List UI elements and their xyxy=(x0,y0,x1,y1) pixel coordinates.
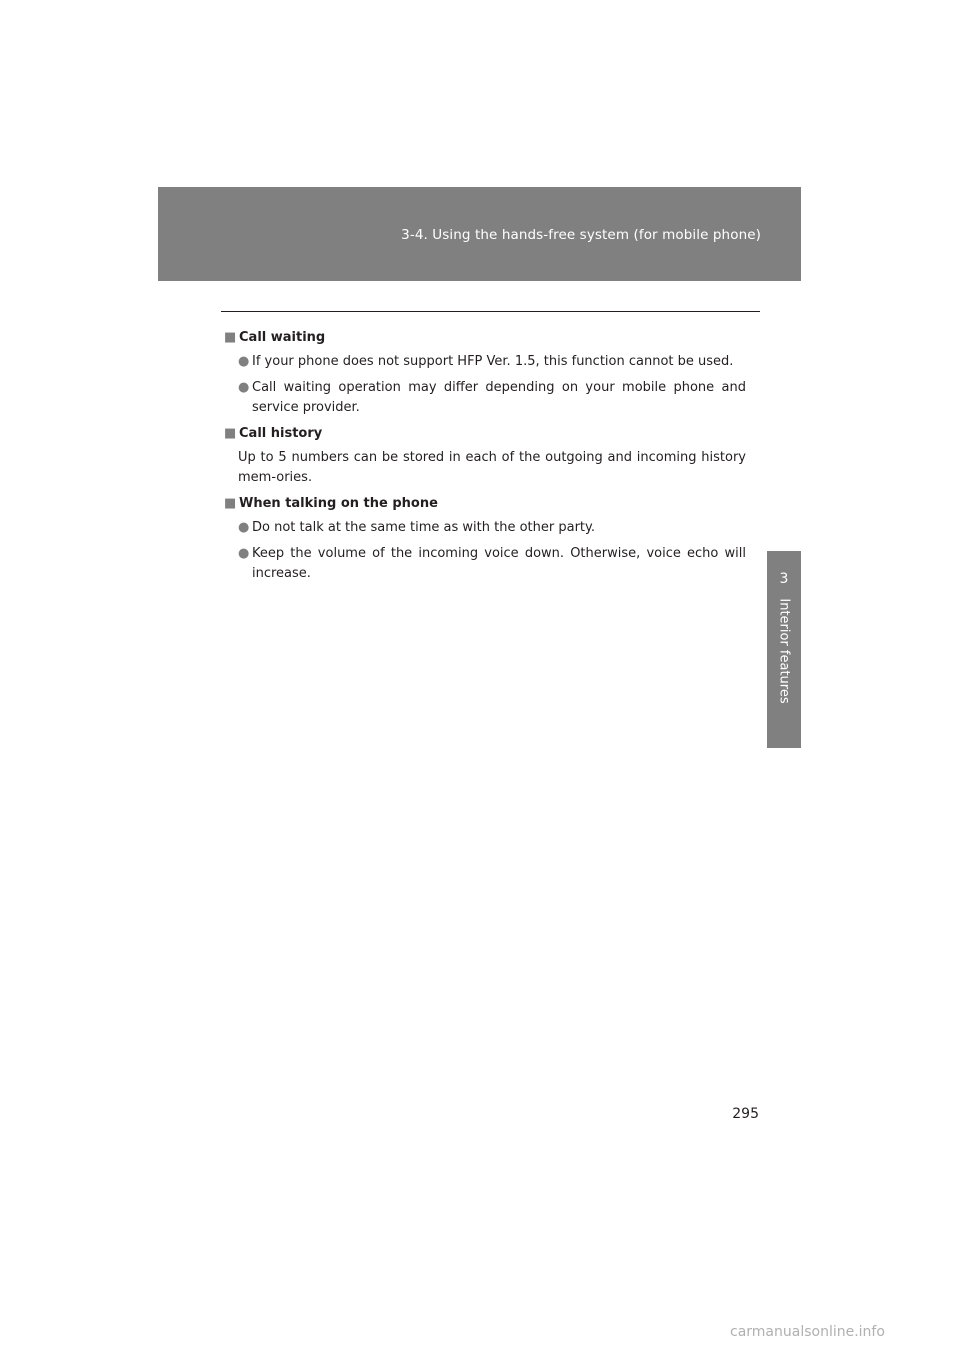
section-heading xyxy=(224,328,746,348)
bullet-icon: ● xyxy=(238,380,250,395)
bullet-icon: ● xyxy=(238,354,250,369)
heading-text: Call history xyxy=(239,426,323,441)
heading-text: When talking on the phone xyxy=(239,496,438,511)
chapter-tab xyxy=(767,551,801,748)
page-number: 295 xyxy=(732,1106,759,1122)
bullet-item xyxy=(238,378,746,418)
square-marker-icon: ■ xyxy=(224,426,237,441)
bullet-icon: ● xyxy=(238,520,250,535)
section-paragraph: Up to 5 numbers can be stored in each of the outgoing and incoming history mem-ories. xyxy=(238,450,746,485)
bullet-text: If your phone does not support HFP Ver. 1.5, this function cannot be used. xyxy=(252,354,734,369)
section-title: 3-4. Using the hands-free system (for mobile phone) xyxy=(401,227,761,243)
section-call-history xyxy=(224,424,746,488)
top-divider xyxy=(221,311,760,312)
square-marker-icon: ■ xyxy=(224,496,237,511)
chapter-number: 3 xyxy=(779,571,789,587)
section-call-waiting xyxy=(224,328,746,418)
header-band xyxy=(158,187,801,281)
bullet-text: Call waiting operation may differ depending on your mobile phone and service provider. xyxy=(252,380,746,415)
bullet-item xyxy=(238,518,746,538)
section-heading xyxy=(224,424,746,444)
chapter-title: Interior features xyxy=(776,598,792,704)
bullet-text: Keep the volume of the incoming voice down. Otherwise, voice echo will increase. xyxy=(252,546,746,581)
section-heading xyxy=(224,494,746,514)
bullet-text: Do not talk at the same time as with the other party. xyxy=(252,520,596,535)
square-marker-icon: ■ xyxy=(224,330,237,345)
watermark: carmanualsonline.info xyxy=(730,1324,885,1340)
heading-text: Call waiting xyxy=(239,330,326,345)
bullet-item xyxy=(238,352,746,372)
bullet-item xyxy=(238,544,746,584)
page-content xyxy=(224,328,746,590)
bullet-icon: ● xyxy=(238,546,250,561)
section-talking xyxy=(224,494,746,584)
